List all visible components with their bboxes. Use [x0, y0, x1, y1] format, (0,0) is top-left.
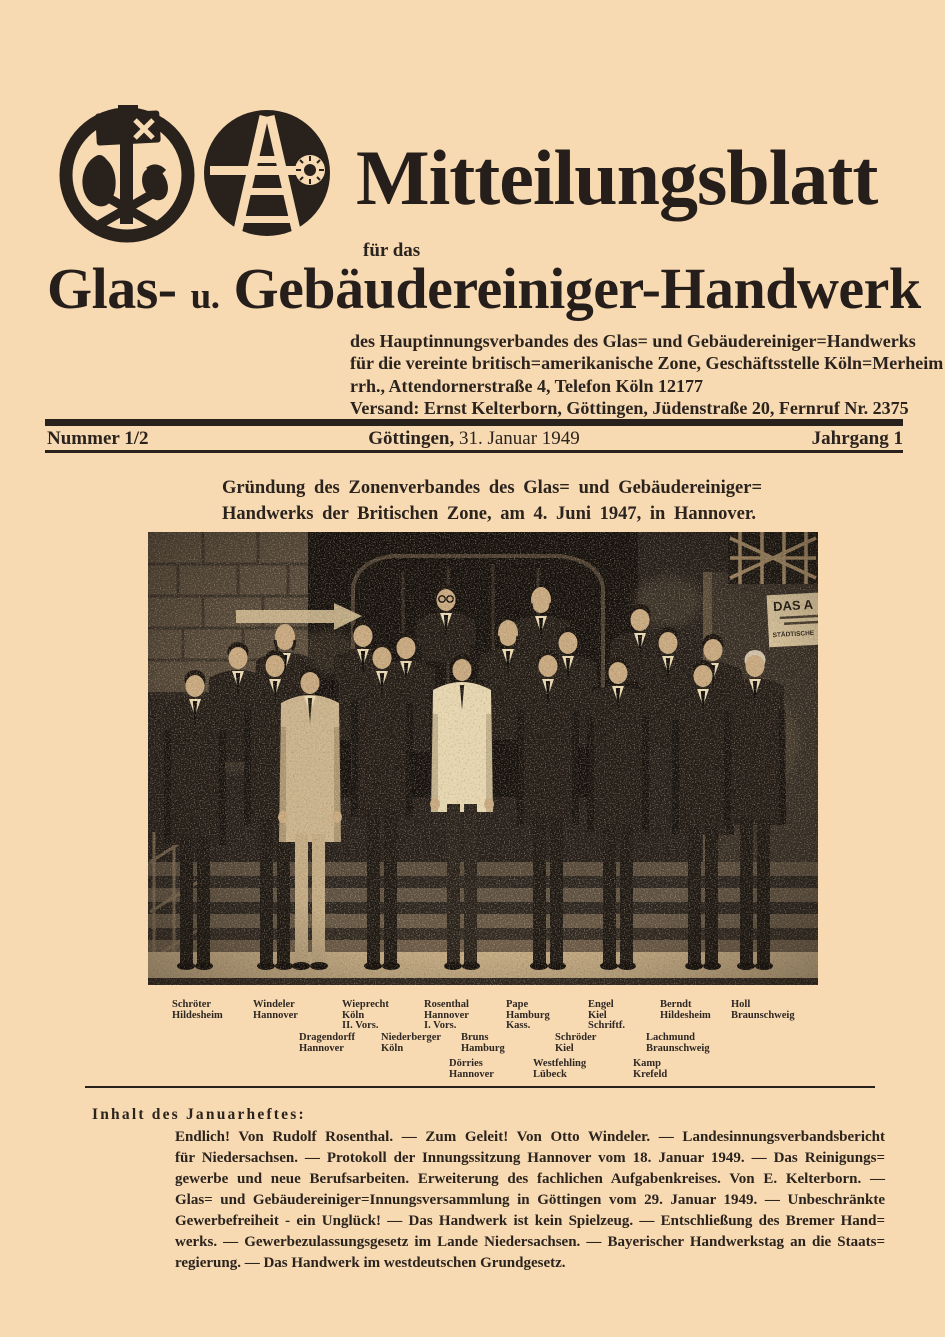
masthead-rule-bottom	[45, 450, 903, 453]
toc-heading: Inhalt des Januarheftes:	[92, 1106, 306, 1123]
toc-line: für Niedersachsen. — Protokoll der Innungssitzung Hannover vom 18. Januar 1949. — Das Reinigungs=	[175, 1150, 885, 1166]
trade-title-abbrev: u.	[190, 276, 220, 317]
ladder-squeegee-emblem-icon	[198, 104, 336, 242]
toc-line: Gewerbefreiheit - ein Unglück! — Das Handwerk ist kein Spielzeug. — Entschließung des Bremer Hand=	[175, 1213, 885, 1229]
photo-caption-line2: Handwerks der Britischen Zone, am 4. Juni 1947, in Hannover.	[222, 503, 757, 524]
photo-person-caption: Windeler Hannover	[253, 999, 298, 1021]
toc-line: Glas= und Gebäudereiniger=Innungsversammlung in Göttingen vom 29. Januar 1949. — Unbeschränkte	[175, 1192, 885, 1208]
photo-person-caption: Dörries Hannover	[449, 1058, 494, 1080]
photo-person-caption: Pape Hamburg Kass.	[506, 999, 550, 1032]
issue-place: Göttingen,	[368, 428, 455, 449]
publisher-line: Versand: Ernst Kelterborn, Göttingen, Jüdenstraße 20, Fernruf Nr. 2375	[350, 398, 909, 419]
toc-line: werks. — Gewerbezulassungsgesetz im Lande Niedersachsen. — Bayerischer Handwerkstag an die Staats=	[175, 1234, 885, 1250]
photo-caption-line1: Gründung des Zonenverbandes des Glas= und Gebäudereiniger=	[222, 478, 762, 498]
title-connector: für das	[363, 240, 421, 261]
photo-person-caption: Berndt Hildesheim	[660, 999, 711, 1021]
photo-person-caption: Schröter Hildesheim	[172, 999, 223, 1021]
issue-row	[45, 428, 903, 450]
publisher-line: des Hauptinnungsverbandes des Glas= und Gebäudereiniger=Handwerks	[350, 331, 916, 351]
issue-date: 31. Januar 1949	[458, 428, 580, 449]
trade-title	[47, 256, 921, 321]
masthead-rule-top	[45, 419, 903, 426]
publisher-line: rrh., Attendornerstraße 4, Telefon Köln 12177	[350, 375, 703, 396]
photo-person-caption: Niederberger Köln	[381, 1032, 442, 1054]
guild-hammer-emblem-icon	[56, 100, 198, 246]
photo-person-caption: Wieprecht Köln II. Vors.	[342, 999, 389, 1032]
founding-group-photo	[148, 532, 818, 985]
photo-person-caption: Westfehling Lübeck	[533, 1058, 587, 1080]
issue-number: Nummer 1/2	[47, 428, 149, 449]
photo-person-caption: Rosenthal Hannover I. Vors.	[424, 999, 469, 1032]
page-title: Mitteilungsblatt	[356, 134, 878, 221]
toc-line: Endlich! Von Rudolf Rosenthal. — Zum Geleit! Von Otto Windeler. — Landesinnungsverbandsbericht	[175, 1129, 885, 1145]
section-divider-rule	[85, 1086, 875, 1088]
toc-paragraph	[175, 1127, 885, 1274]
photo-person-caption: Dragendorff Hannover	[299, 1032, 355, 1054]
photo-person-caption: Schröder Kiel	[555, 1032, 597, 1054]
photo-caption	[222, 476, 762, 527]
photo-person-caption: Kamp Krefeld	[633, 1058, 668, 1080]
trade-title-part2: Gebäudereiniger-Handwerk	[233, 256, 921, 321]
issue-place-date	[45, 428, 903, 450]
issue-volume: Jahrgang 1	[811, 428, 903, 449]
photo-person-caption: Holl Braunschweig	[731, 999, 795, 1021]
publisher-block	[350, 330, 944, 420]
photo-person-caption: Engel Kiel Schriftf.	[588, 999, 626, 1032]
photo-person-caption: Lachmund Braunschweig	[646, 1032, 710, 1054]
publisher-line: für die vereinte britisch=amerikanische Zone, Geschäftsstelle Köln=Merheim	[350, 353, 944, 374]
toc-line: gewerbe und neue Berufsarbeiten. Erweiterung des fachlichen Aufgabenkreises. Von E. Kelterborn. —	[175, 1171, 885, 1187]
photo-person-caption: Bruns Hamburg	[461, 1032, 505, 1054]
trade-title-part1: Glas-	[47, 256, 177, 321]
toc-line: regierung. — Das Handwerk im westdeutschen Grundgesetz.	[175, 1255, 566, 1271]
